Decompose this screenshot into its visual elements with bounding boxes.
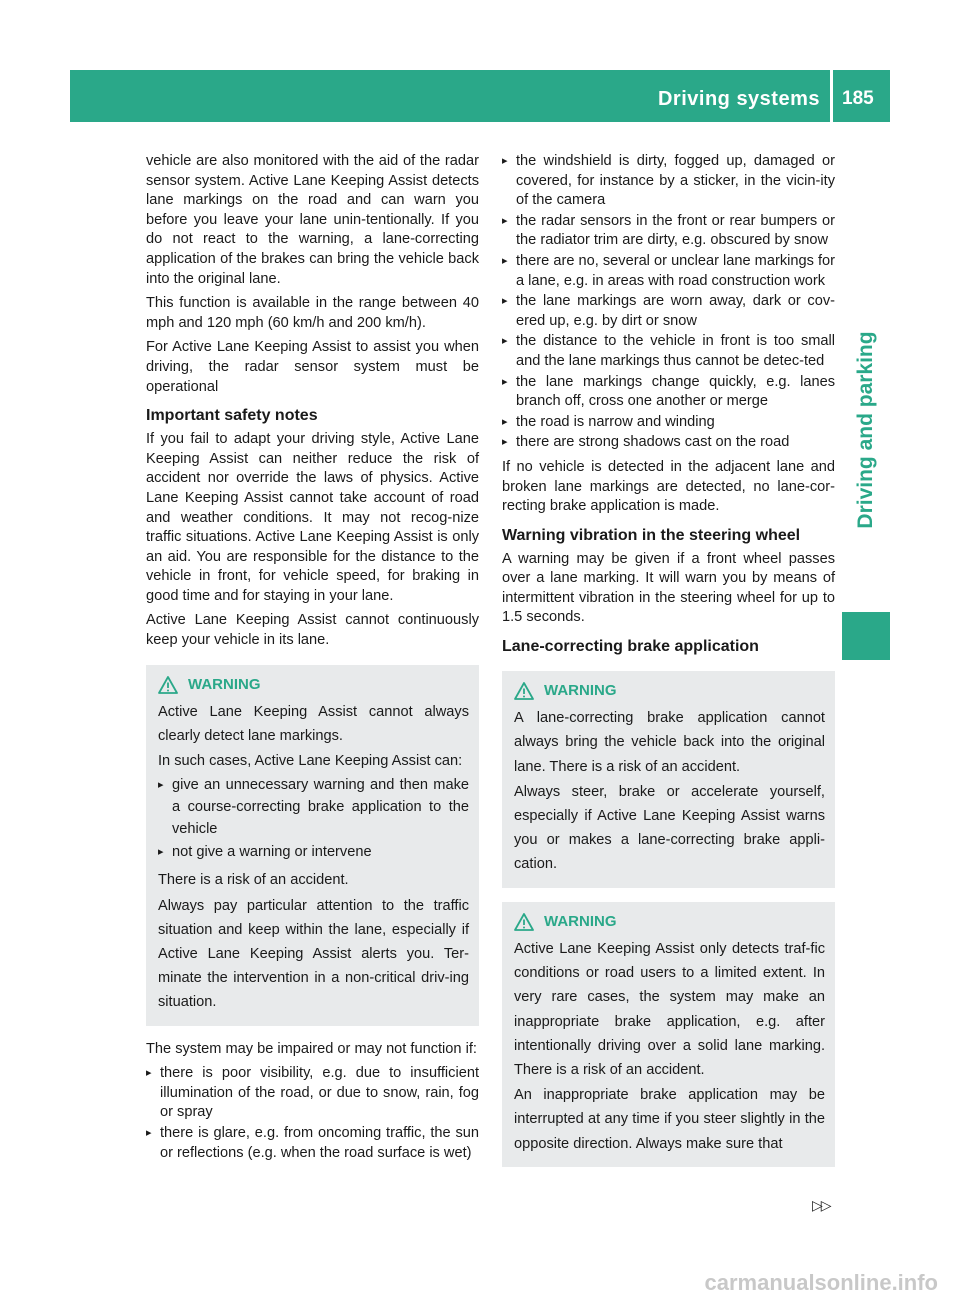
paragraph: The system may be impaired or may not function if:: [146, 1040, 477, 1057]
warning-header: [514, 910, 825, 934]
header-divider: [830, 70, 833, 122]
paragraph: If you fail to adapt your driving style, Active Lane Keeping Assist can neither reduce the risk of accident nor override the laws of physics. Active Lane Keeping Assist cannot take account of road and weather conditions. It may not recog-nize traffic situations. Active Lane Keeping Assist is only an aid. You are responsible for the distance to the vehicle in front, for vehicle speed, for braking in good time and for staying in your lane.: [146, 431, 479, 604]
bullet-list: [146, 1064, 479, 1163]
list-item: ▸ give an unnecessary warning and then make a course-correcting brake application to the vehicle: [158, 774, 469, 840]
warning-title: WARNING: [188, 675, 261, 693]
paragraph: vehicle are also monitored with the aid of the radar sensor system. Active Lane Keeping Assist detects lane markings on the road and can warn you before you leave your lane unin-tentionally. If you do not react to the warning, a lane-correcting application of the brakes can bring the vehicle back into the original lane.: [146, 153, 479, 287]
warning-text: Active Lane Keeping Assist cannot always clearly detect lane markings.: [158, 703, 469, 745]
warning-text: Active Lane Keeping Assist only detects traf-fic conditions or road users to a limited extent. In very rare cases, the system may make an inappropriate brake application, e.g. after intentionally driving over a solid lane marking. There is a risk of an accident.: [514, 940, 825, 1078]
warning-box: [502, 671, 835, 888]
chapter-tab-label: Driving and parking: [854, 331, 877, 529]
paragraph: For Active Lane Keeping Assist to assist you when driving, the radar sensor system must be operational: [146, 339, 479, 395]
warning-text: An inappropriate brake application may be interrupted at any time if you steer slightly in the opposite direction. Always make sure that: [514, 1087, 825, 1152]
section-heading: Lane-correcting brake application: [502, 638, 759, 656]
warning-text: In such cases, Active Lane Keeping Assist can:: [158, 753, 463, 770]
paragraph: Active Lane Keeping Assist cannot continuously keep your vehicle in its lane.: [146, 612, 479, 649]
right-column: [502, 152, 835, 1181]
warning-text: There is a risk of an accident.: [158, 872, 349, 889]
warning-header: [514, 679, 825, 703]
list-item: ▸ the windshield is dirty, fogged up, damaged or covered, for instance by a sticker, in the vicin-ity of the camera: [502, 152, 835, 211]
chapter-marker: [842, 612, 890, 660]
warning-header: [158, 673, 469, 697]
list-item: ▸ there are no, several or unclear lane markings for a lane, e.g. in areas with road construction work: [502, 252, 835, 291]
warning-text: A lane-correcting brake application cannot always bring the vehicle back into the original lane. There is a risk of an accident.: [514, 710, 825, 775]
paragraph: A warning may be given if a front wheel passes over a lane marking. It will warn you by means of intermittent vibration in the steering wheel for up to 1.5 seconds.: [502, 550, 835, 626]
list-item: ▸ the distance to the vehicle in front is too small and the lane markings thus cannot be detec-ted: [502, 332, 835, 371]
list-item: ▸ not give a warning or intervene: [158, 841, 469, 863]
section-heading: Important safety notes: [146, 407, 318, 425]
list-item: ▸ the lane markings are worn away, dark or cov-ered up, e.g. by dirt or snow: [502, 292, 835, 331]
list-item: ▸ there are strong shadows cast on the road: [502, 433, 835, 453]
warning-triangle-icon: [514, 682, 534, 700]
warning-text: Always steer, brake or accelerate yourself, especially if Active Lane Keeping Assist warns you or makes a lane-correcting brake appli-cation.: [514, 783, 825, 873]
section-title: Driving systems: [657, 88, 820, 110]
paragraph: If no vehicle is detected in the adjacent lane and broken lane markings are detected, no lane-cor-recting brake application is made.: [502, 458, 835, 515]
warning-text: Always pay particular attention to the traffic situation and keep within the lane, especially if Active Lane Keeping Assist alerts you. Ter-minate the intervention in a non-critical driv-ing situation.: [158, 897, 469, 1011]
chapter-tab: [842, 280, 890, 580]
list-item: ▸ there is poor visibility, e.g. due to insufficient illumination of the road, or due to snow, rain, fog or spray: [146, 1064, 479, 1123]
list-item: ▸ the lane markings change quickly, e.g. lanes branch off, cross one another or merge: [502, 373, 835, 412]
list-item: ▸ the road is narrow and winding: [502, 413, 835, 433]
page-number: 185: [842, 88, 874, 109]
warning-box: [146, 665, 479, 1026]
section-heading: Warning vibration in the steering wheel: [502, 526, 801, 544]
warning-title: WARNING: [544, 682, 617, 700]
continue-arrows-icon: ▷▷: [812, 1197, 830, 1213]
paragraph: This function is available in the range between 40 mph and 120 mph (60 km/h and 200 km/h).: [146, 295, 479, 331]
bullet-list: [502, 152, 835, 453]
warning-title: WARNING: [544, 912, 617, 930]
warning-list: [158, 774, 469, 863]
left-column: [146, 152, 479, 1168]
warning-triangle-icon: [158, 676, 178, 694]
list-item: ▸ the radar sensors in the front or rear bumpers or the radiator trim are dirty, e.g. obscured by snow: [502, 212, 835, 251]
warning-triangle-icon: [514, 913, 534, 931]
warning-box: [502, 902, 835, 1167]
list-item: ▸ there is glare, e.g. from oncoming traffic, the sun or reflections (e.g. when the road surface is wet): [146, 1124, 479, 1163]
watermark: carmanualsonline.info: [704, 1270, 938, 1295]
